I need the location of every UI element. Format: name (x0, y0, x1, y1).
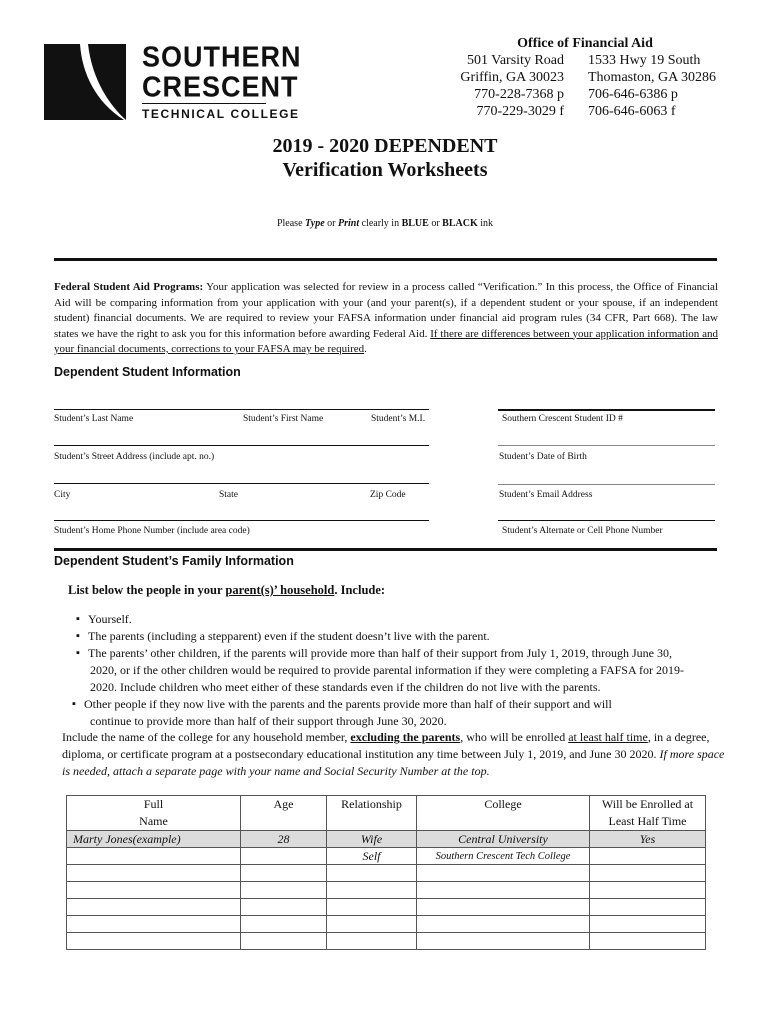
household-table (66, 795, 706, 950)
street-address-label: Student’s Street Address (include apt. no.) (54, 452, 215, 462)
cell-college[interactable] (417, 865, 590, 882)
email-field[interactable] (498, 484, 715, 485)
mi-label: Student’s M.I. (371, 414, 426, 424)
table-header-row (67, 796, 706, 831)
cell-name[interactable] (67, 916, 241, 933)
thomaston-address (588, 52, 728, 120)
title-line-1: 2019 - 2020 DEPENDENT (272, 135, 498, 157)
cell-college[interactable] (417, 882, 590, 899)
table-row-example (67, 831, 706, 848)
table-row (67, 882, 706, 899)
student-id-field[interactable] (498, 409, 715, 411)
email-label: Student’s Email Address (499, 490, 593, 500)
list-item: ▪ Yourself. (76, 611, 726, 628)
college-logo-wordmark (142, 41, 302, 103)
cell-name[interactable] (67, 865, 241, 882)
cell-enrolled: Yes (590, 831, 706, 848)
header-age: Age (241, 796, 327, 831)
cell-name[interactable] (67, 882, 241, 899)
logo-line-1: SOUTHERN (142, 41, 302, 73)
alt-phone-label: Student’s Alternate or Cell Phone Number (502, 526, 663, 536)
verification-intro: Federal Student Aid Programs: Your application was selected for review in a process called “Verification.” In this process, the Office of Financial Aid will be comparing information from your application with your (and your parent(s), if a dependent student or your spouse, if an independent student) financial documents. We are required to review your FAFSA information under financial aid program rules (34 CFR, Part 668). The law states we have the right to ask you for this information before awarding Federal Aid. If there are differences between your application information and your financial documents, corrections to your FAFSA may be required. (54, 281, 718, 355)
griffin-line: 501 Varsity Road (467, 53, 564, 68)
cell-relationship[interactable] (327, 933, 417, 950)
cell-relationship: Wife (327, 831, 417, 848)
title-line-2: Verification Worksheets (282, 159, 488, 181)
cell-age[interactable] (241, 865, 327, 882)
cell-enrolled[interactable] (590, 916, 706, 933)
family-section-divider (54, 548, 717, 551)
table-row (67, 848, 706, 865)
city-state-zip-field[interactable] (54, 483, 429, 484)
city-label: City (54, 490, 71, 500)
griffin-address (440, 52, 564, 120)
list-item-continued: 2020, or if the other children would be required to provide parental information if they were completing a FAFSA for 2019- (90, 663, 684, 677)
logo-line-2: CRESCENT (142, 71, 299, 103)
cell-name[interactable] (67, 848, 241, 865)
office-title: Office of Financial Aid (517, 36, 653, 51)
table-row (67, 899, 706, 916)
cell-enrolled[interactable] (590, 865, 706, 882)
cell-age[interactable] (241, 882, 327, 899)
cell-college[interactable] (417, 899, 590, 916)
ink-instruction: Please Type or Print clearly in BLUE or BLACK ink (276, 218, 494, 229)
logo-divider (142, 103, 266, 104)
street-address-field[interactable] (54, 445, 429, 446)
list-item: ▪ Other people if they now live with the parents and the parents provide more than half of their support and will (72, 696, 726, 713)
cell-name[interactable] (67, 933, 241, 950)
list-item: ▪ The parents (including a stepparent) even if the student doesn’t live with the parent. (76, 628, 726, 645)
cell-enrolled[interactable] (590, 848, 706, 865)
dob-field[interactable] (498, 445, 715, 446)
household-criteria-list (76, 611, 726, 730)
cell-enrolled[interactable] (590, 882, 706, 899)
griffin-line: 770-228-7368 p (474, 87, 564, 102)
cell-relationship[interactable]: Self (327, 848, 417, 865)
last-name-field[interactable] (54, 409, 429, 410)
state-label: State (219, 490, 238, 500)
zip-label: Zip Code (370, 490, 406, 500)
cell-name: Marty Jones(example) (67, 831, 241, 848)
student-info-heading: Dependent Student Information (54, 365, 241, 379)
cell-college: Central University (417, 831, 590, 848)
list-item: ▪ The parents’ other children, if the parents will provide more than half of their support from July 1, 2019, through June 30, (76, 645, 726, 662)
cell-age[interactable] (241, 848, 327, 865)
header-full-name: Full Name (67, 796, 241, 831)
thomaston-line: 1533 Hwy 19 South (588, 53, 701, 68)
header-relationship: Relationship (327, 796, 417, 831)
cell-age[interactable] (241, 916, 327, 933)
header-enrolled: Will be Enrolled at Least Half Time (590, 796, 706, 831)
household-list-intro: List below the people in your parent(s)’ household. Include: (68, 583, 386, 597)
cell-enrolled[interactable] (590, 933, 706, 950)
college-logo-mark (44, 44, 126, 120)
document-title (0, 134, 770, 182)
table-row (67, 865, 706, 882)
header-college: College (417, 796, 590, 831)
cell-relationship[interactable] (327, 899, 417, 916)
home-phone-field[interactable] (54, 520, 429, 521)
list-item-continued: continue to provide more than half of their support through June 30, 2020. (90, 714, 447, 728)
cell-age[interactable] (241, 933, 327, 950)
dob-label: Student’s Date of Birth (499, 452, 587, 462)
thomaston-line: Thomaston, GA 30286 (588, 70, 716, 85)
thomaston-line: 706-646-6063 f (588, 104, 676, 119)
home-phone-label: Student’s Home Phone Number (include area code) (54, 526, 250, 536)
griffin-line: 770-229-3029 f (476, 104, 564, 119)
thomaston-line: 706-646-6386 p (588, 87, 678, 102)
cell-name[interactable] (67, 899, 241, 916)
cell-college[interactable] (417, 916, 590, 933)
college-instruction: Include the name of the college for any household member, excluding the parents, who will be enrolled at least half time, in a degree, diploma, or certificate program at a postsecondary educational institution any time between July 1, 2019, and June 30 2020. If more space is needed, attach a separate page with your name and Social Security Number at the top. (62, 730, 725, 778)
intro-label: Federal Student Aid Programs: (54, 281, 204, 293)
cell-college[interactable]: Southern Crescent Tech College (417, 848, 590, 865)
logo-subtitle: TECHNICAL COLLEGE (142, 107, 300, 121)
griffin-line: Griffin, GA 30023 (460, 70, 564, 85)
cell-enrolled[interactable] (590, 899, 706, 916)
cell-college[interactable] (417, 933, 590, 950)
table-row (67, 933, 706, 950)
cell-age[interactable] (241, 899, 327, 916)
cell-relationship[interactable] (327, 916, 417, 933)
last-name-label: Student’s Last Name (54, 414, 134, 424)
list-item-continued: 2020. Include children who meet either of these standards even if the children do not live with the parents. (90, 680, 601, 694)
cell-relationship[interactable] (327, 865, 417, 882)
first-name-label: Student’s First Name (243, 414, 324, 424)
cell-age: 28 (241, 831, 327, 848)
alt-phone-field[interactable] (498, 520, 715, 521)
student-id-label: Southern Crescent Student ID # (502, 414, 623, 424)
header-divider (54, 258, 717, 261)
family-info-heading: Dependent Student’s Family Information (54, 554, 294, 568)
cell-relationship[interactable] (327, 882, 417, 899)
table-row (67, 916, 706, 933)
